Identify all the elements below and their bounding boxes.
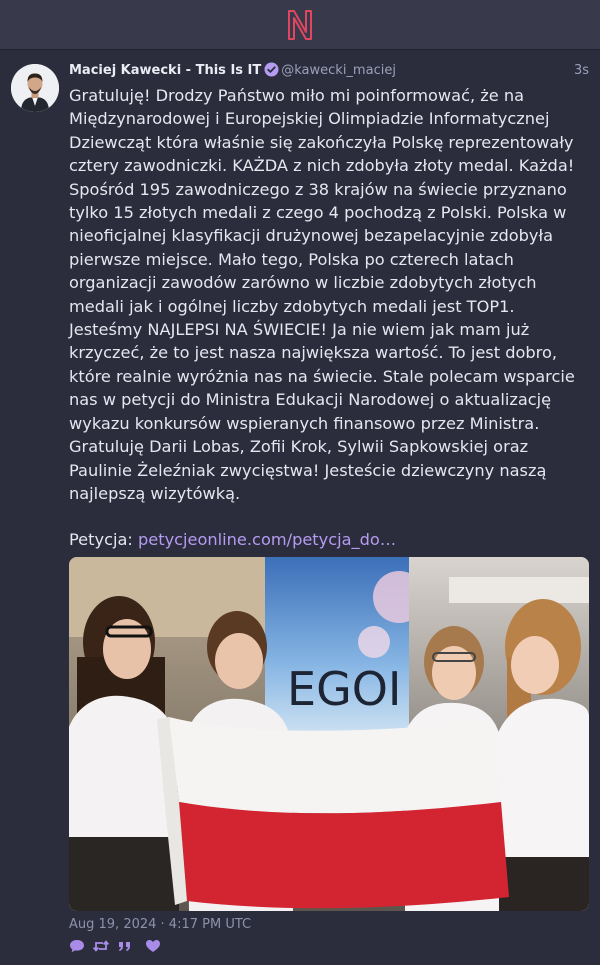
quote-icon[interactable] — [117, 939, 133, 953]
post-card — [0, 50, 600, 965]
avatar-image — [11, 64, 59, 112]
post-relative-time[interactable]: 3s — [573, 63, 589, 78]
author-display-name[interactable]: Maciej Kawecki - This Is IT — [69, 63, 262, 78]
avatar[interactable] — [11, 64, 59, 112]
petition-line — [69, 528, 591, 551]
like-icon[interactable] — [145, 939, 161, 953]
post-actions — [69, 938, 161, 954]
petition-link[interactable]: petycjeonline.com/petycja_do… — [138, 530, 397, 550]
nitter-n-icon — [286, 8, 314, 42]
petition-label: Petycja: — [69, 530, 133, 550]
photo-illustration — [69, 557, 589, 911]
verified-badge-icon — [264, 62, 279, 77]
retweet-icon[interactable] — [93, 939, 109, 953]
reply-icon[interactable] — [69, 939, 85, 953]
photo-banner-text: EGOI — [287, 662, 402, 716]
post-content — [69, 84, 591, 552]
post-date[interactable]: Aug 19, 2024 · 4:17 PM UTC — [69, 917, 252, 932]
author-handle[interactable]: @kawecki_maciej — [281, 63, 396, 78]
nitter-logo[interactable] — [286, 8, 314, 42]
post-photo[interactable] — [69, 557, 589, 911]
top-navigation-bar — [0, 0, 600, 50]
post-header — [69, 61, 589, 81]
post-text: Gratuluję! Drodzy Państwo miło mi poinformować, że na Międzynarodowej i Europejskiej Olimpiadzie Informatycznej Dziewcząt która właśnie się zakończyła Polskę reprezentowały cztery zawodniczki. KAŻDA z nich zdobyła złoty medal. Każda! Spośród 195 zawodniczego z 38 krajów na świecie przyznano tylko 15 złotych medali z czego 4 pochodzą z Polski. Polska w nieoficjalnej klasyfikacji drużynowej bezapelacyjnie zdobyła pierwsze miejsce. Mało tego, Polska po czterech latach organizacji zawodów zarówno w liczbie zdobytych złotych medali jak i ogólnej liczby zdobytych medali jest TOP1. Jesteśmy NAJLEPSI NA ŚWIECIE! Ja nie wiem jak mam już krzyczeć, że to jest nasza największa wartość. To jest dobro, które realnie wyróżnia nas na świecie. Stale polecam wsparcie nas w petycji do Ministra Edukacji Narodowej o aktualizację wykazu konkursów wspieranych finansowo przez Ministra. Gratuluję Darii Lobas, Zofii Krok, Sylwii Sapkowskiej oraz Paulinie Żeleźniak zwycięstwa! Jesteście dziewczyny naszą najlepszą wizytówką. — [69, 86, 575, 503]
